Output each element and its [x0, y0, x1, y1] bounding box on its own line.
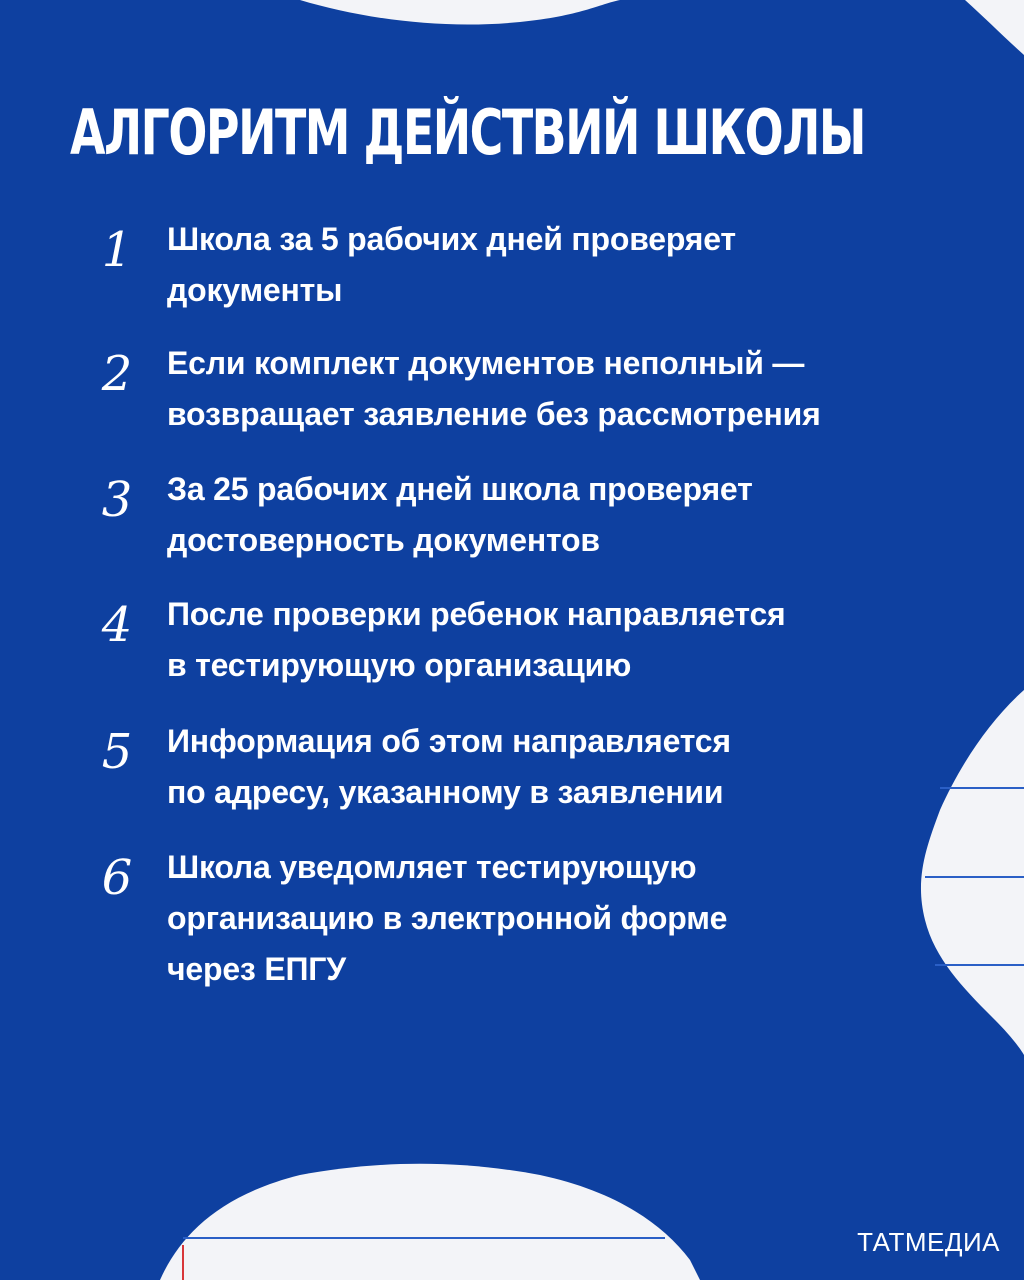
- step-number: 2: [101, 346, 133, 402]
- page-title: АЛГОРИТМ ДЕЙСТВИЙ ШКОЛЫ: [70, 96, 865, 169]
- paper-shape-top: [300, 0, 620, 25]
- step-item: [0, 842, 1000, 987]
- step-text: Если комплект документов неполный — возвращает заявление без рассмотрения: [167, 345, 821, 432]
- step-text: Школа уведомляет тестирующую организацию в электронной форме через ЕПГУ: [167, 849, 728, 987]
- step-text: Информация об этом направляется по адресу, указанному в заявлении: [167, 723, 731, 810]
- step-number: 5: [101, 724, 133, 780]
- step-text: За 25 рабочих дней школа проверяет достоверность документов: [167, 471, 753, 558]
- step-item: [0, 338, 1000, 468]
- step-number: 6: [101, 850, 133, 906]
- step-number: 4: [101, 597, 133, 653]
- step-number: 1: [101, 222, 133, 278]
- paper-shape-bottom: [160, 1164, 700, 1280]
- step-item: [0, 214, 1000, 344]
- step-number: 3: [101, 472, 133, 528]
- step-item: [0, 716, 1000, 846]
- brand-logo-text: ТАТМЕДИА: [857, 1227, 1000, 1257]
- step-text: После проверки ребенок направляется в тестирующую организацию: [167, 596, 786, 683]
- step-item: [0, 464, 1000, 594]
- step-text: Школа за 5 рабочих дней проверяет документы: [167, 221, 736, 308]
- paper-shape-top-right: [965, 0, 1024, 55]
- step-item: [0, 589, 1000, 719]
